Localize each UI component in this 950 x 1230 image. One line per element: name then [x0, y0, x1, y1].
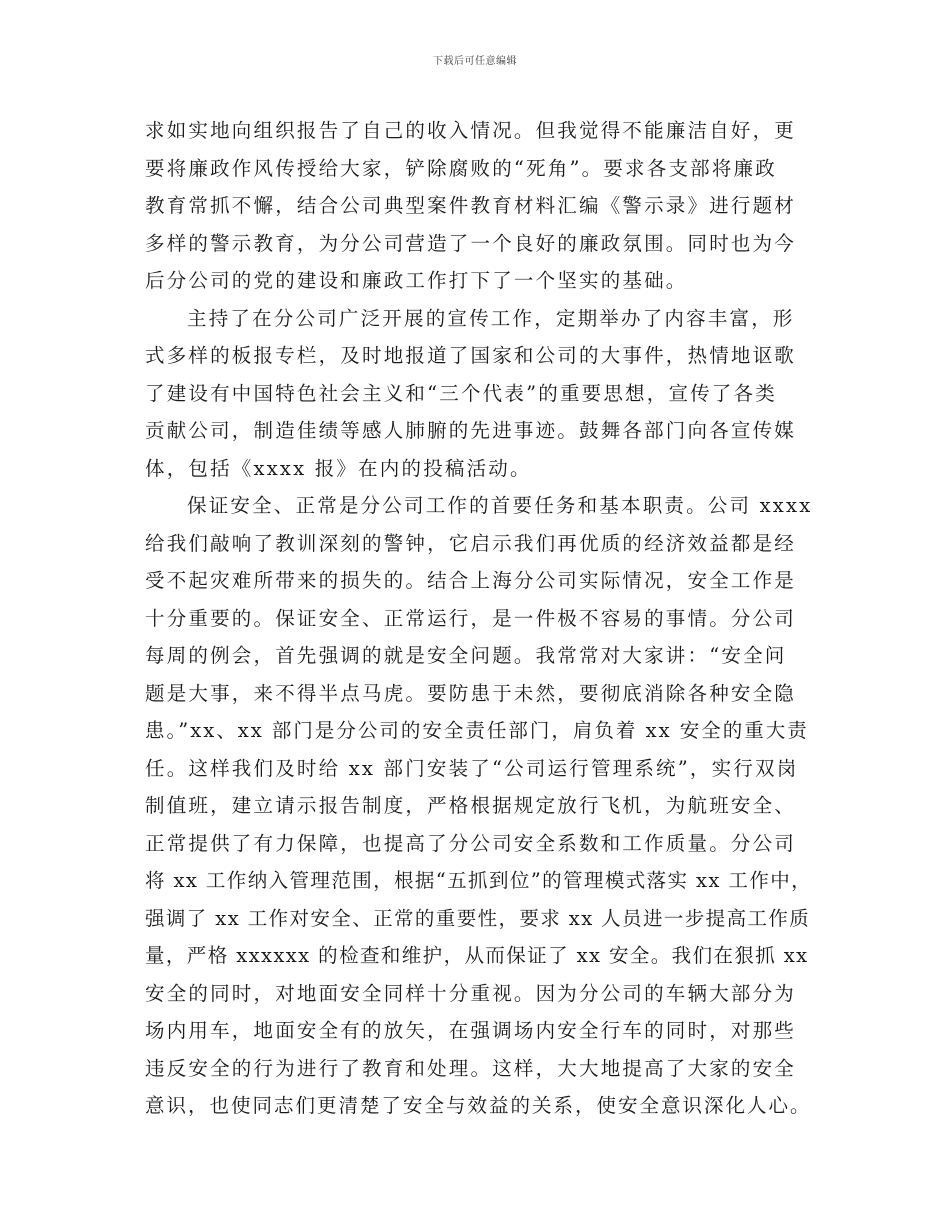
text-line: 体，包括《xxxx 报》在内的投稿活动。 — [145, 456, 532, 480]
text-line: 违反安全的行为进行了教育和处理。这样，大大地提高了大家的安全 — [145, 1056, 797, 1080]
text-line: 意识，也使同志们更清楚了安全与效益的关系，使安全意识深化人心。 — [145, 1094, 812, 1117]
text-line: 制值班，建立请示报告制度，严格根据规定放行飞机，为航班安全、 — [145, 794, 797, 817]
text-line: 强调了 xx 工作对安全、正常的重要性，要求 xx 人员进一步提高工作质 — [145, 906, 811, 930]
text-line: 每周的例会，首先强调的就是安全问题。我常常对大家讲：“安全问 — [145, 644, 787, 667]
page-header: 下载后可任意编辑 — [433, 56, 517, 67]
text-line: 患。”xx、xx 部门是分公司的安全责任部门，肩负着 xx 安全的重大责 — [145, 719, 809, 742]
document-body — [145, 112, 815, 1125]
text-line: 后分公司的党的建设和廉政工作打下了一个坚实的基础。 — [145, 269, 688, 292]
text-line: 求如实地向组织报告了自己的收入情况。但我觉得不能廉洁自好，更 — [145, 119, 797, 142]
text-line: 将 xx 工作纳入管理范围，根据“五抓到位”的管理模式落实 xx 工作中， — [145, 869, 813, 892]
text-line: 教育常抓不懈，结合公司典型案件教育材料汇编《警示录》进行题材 — [145, 194, 797, 217]
text-line: 要将廉政作风传授给大家，铲除腐败的“死角”。要求各支部将廉政 — [145, 156, 777, 180]
text-line: 给我们敲响了教训深刻的警钟，它启示我们再优质的经济效益都是经 — [145, 531, 797, 555]
text-line: 任。这样我们及时给 xx 部门安装了“公司运行管理系统”，实行双岗 — [145, 756, 799, 780]
text-line: 多样的警示教育，为分公司营造了一个良好的廉政氛围。同时也为今 — [145, 231, 797, 255]
text-line: 受不起灾难所带来的损失的。结合上海分公司实际情况，安全工作是 — [145, 569, 797, 592]
text-line: 十分重要的。保证安全、正常运行，是一件极不容易的事情。分公司 — [145, 606, 797, 630]
text-line: 安全的同时，对地面安全同样十分重视。因为分公司的车辆大部分为 — [145, 981, 797, 1005]
text-line: 正常提供了有力保障，也提高了分公司安全系数和工作质量。分公司 — [145, 831, 797, 855]
text-line: 题是大事，来不得半点马虎。要防患于未然，要彻底消除各种安全隐 — [145, 681, 797, 705]
text-line: 式多样的板报专栏，及时地报道了国家和公司的大事件，热情地讴歌 — [145, 344, 797, 367]
text-line: 量，严格 xxxxxx 的检查和维护，从而保证了 xx 安全。我们在狠抓 xx — [145, 944, 809, 967]
text-line: 保证安全、正常是分公司工作的首要任务和基本职责。公司 xxxx — [187, 494, 813, 517]
text-line: 场内用车，地面安全有的放矢，在强调场内安全行车的同时，对那些 — [145, 1019, 797, 1042]
text-line: 贡献公司，制造佳绩等感人肺腑的先进事迹。鼓舞各部门向各宣传媒 — [145, 419, 797, 442]
text-line: 了建设有中国特色社会主义和“三个代表”的重要思想，宣传了各类 — [145, 381, 777, 405]
text-line: 主持了在分公司广泛开展的宣传工作，定期举办了内容丰富，形 — [187, 306, 795, 330]
